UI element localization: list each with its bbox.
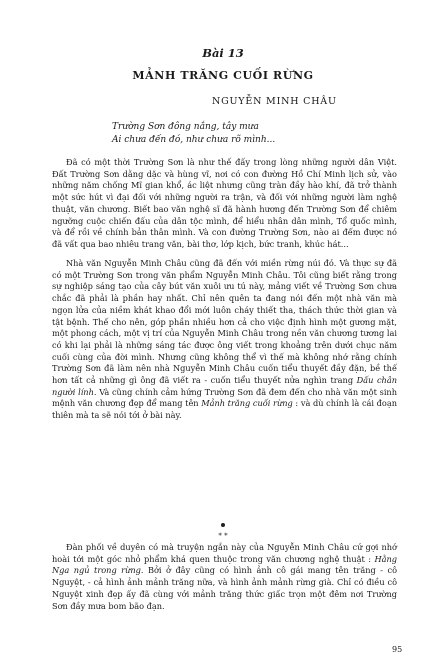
paragraph-2-text-b: . Và cũng chính cảm hứng Trường Sơn đã đem đến cho nhà văn một sinh mệnh văn chương đẹp để mang tên bbox=[52, 386, 397, 409]
book-title-dau-chan: Dấu chân người lính bbox=[52, 375, 397, 397]
lesson-label: Bài 13 bbox=[202, 46, 244, 60]
separator-dot bbox=[221, 523, 225, 527]
paragraph-2-text-c: : và dù chính là cái đoạn thiên mà ta sẽ nói tới ở bài này. bbox=[52, 398, 398, 421]
separator-marks: * * bbox=[218, 532, 228, 540]
paragraph-3-text-b: . Bởi ở đây cũng có hình ảnh cô gái mang tên trăng - cô Nguyệt, - cả hình ảnh mảnh trăng nữa, và hình ảnh mảnh rừng già. Chỉ có điều cô Nguyệt xinh đẹp ấy đã cùng với mảnh trăng thức giấc trọn một đêm nơi Trường Sơn đầy mưa bom bão đạn. bbox=[52, 565, 397, 611]
author-name: NGUYỄN MINH CHÂU bbox=[212, 96, 337, 107]
paragraph-3 bbox=[52, 542, 397, 612]
epigraph bbox=[112, 121, 412, 146]
paragraph-1: Đã có một thời Trường Sơn là như thế đấy trong lòng những người dân Việt. Đất Trường Sơn dằng dặc và hùng vĩ, nơi có con đường Hồ Chí Minh lịch sử, vào những năm chống Mĩ gian khổ, ác liệt nhưng cũng tràn đầy hào khí, đã trở thành một sức hút vì đại đối với những người ra trận, và đối với những người làm nghệ thuật, văn chương. Biết bao văn nghệ sĩ đã hành hương đến Trường Sơn để chiêm ngưỡng cuộc chiến đấu của dân tộc mình, để hiểu nhân dân mình, Tổ quốc mình, và để rồi về chính bản thân mình. Và con đường Trường Sơn, nào ai đếm được nó đã vất qua bao nhiêu trang văn, bài thơ, lớp kịch, bức tranh, khúc hát... bbox=[52, 157, 397, 249]
paragraph-3-text-a: Đàn phối về duyên có mà truyện ngắn này của Nguyễn Minh Châu cứ gợi nhớ hoài tới một góc nhỏ phẩm khá quen thuộc trong văn chương nghệ thuật : bbox=[52, 542, 397, 564]
work-title-hang-nga: Hằng Nga ngủ trong rừng bbox=[52, 553, 397, 576]
paragraph-2 bbox=[52, 258, 397, 422]
epigraph-line-2: Ai chưa đến đó, như chưa rõ mình... bbox=[112, 134, 276, 145]
section-separator bbox=[0, 520, 446, 540]
story-title-manh-trang: Mảnh trăng cuối rừng bbox=[201, 398, 293, 409]
epigraph-line-1: Trường Sơn đông nắng, tây mưa bbox=[112, 122, 259, 132]
page-title: MẢNH TRĂNG CUỐI RỪNG bbox=[132, 69, 314, 82]
paragraph-2-text-a: Nhà văn Nguyễn Minh Châu cũng đã đến với miền rừng núi đó. Và thực sự đã có một Trường Sơn trong văn phẩm Nguyễn Minh Châu. Tôi cũng biết rằng trong sự nghiệp sáng tạo của cây bút văn xuôi ưu tú này, mảng viết về Trường Sơn chưa chắc đã phải là phần hay nhất. Chỉ nên quên ta đang nói đến một nhà văn mà ngọn lửa của niềm khát khao đổi mới luôn cháy thiết tha, thách thức thời gian và tật bệnh. Thế cho nên, góp phần nhiều hơn cả cho việc định hình một gương mặt, một phong cách, một vị trí của Nguyễn Minh Châu trong nền văn chương tương lai có khi lại phải là những sáng tác được ông viết trong khoảng trên dưới chục năm cuối cùng của đời mình. Nhưng cũng không thể vì thế mà không nhớ rằng chính Trường Sơn đã làm nên nhà Nguyễn Minh Châu cuốn tiểu thuyết đầy đặn, bề thế hơn tất cả những gì ông đã viết ra - cuốn tiểu thuyết nửa nghìn trang bbox=[52, 258, 397, 386]
page-number: 95 bbox=[392, 645, 403, 654]
